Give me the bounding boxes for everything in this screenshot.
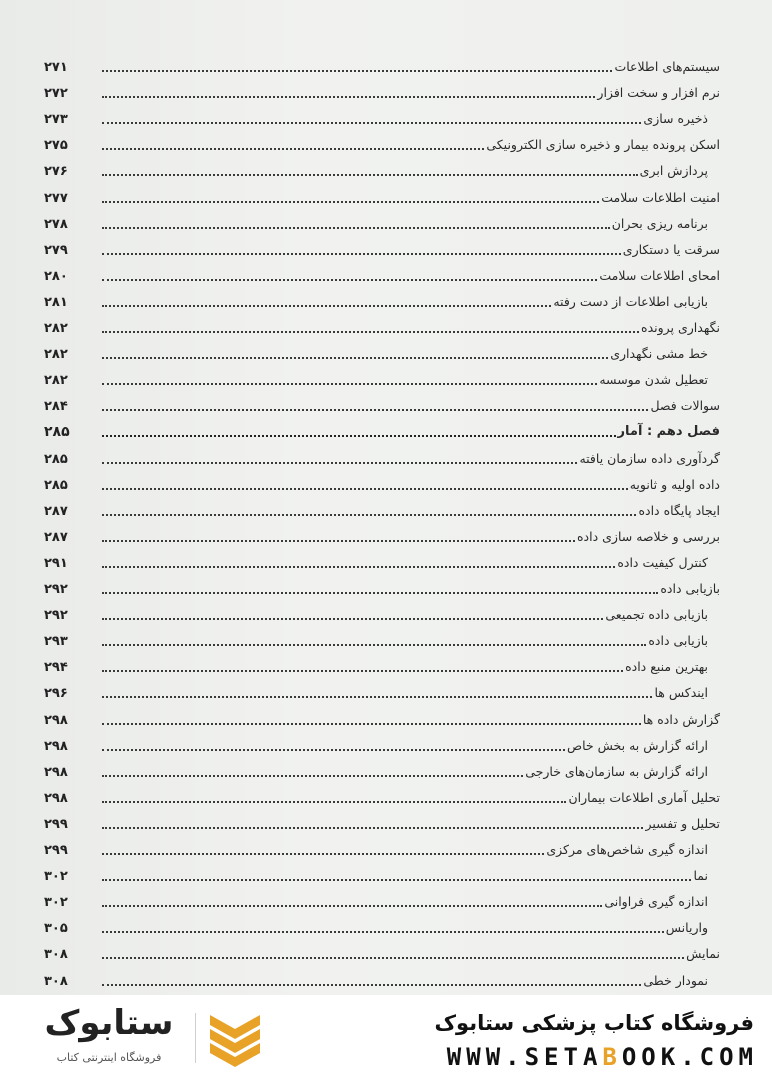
toc-dot-leader [102,749,565,751]
toc-dot-leader [102,462,577,464]
toc-entry [44,679,708,705]
toc-entry [44,184,720,210]
toc-entry-title: خط مشی نگهداری [610,346,708,362]
toc-entry-page-number: ۲۷۵ [44,138,68,154]
toc-dot-leader [102,409,648,411]
url-part-prefix: WWW. [446,1043,525,1071]
toc-dot-leader [102,383,597,385]
toc-entry-title: ایندکس ها [654,685,708,701]
toc-entry-title: اسکن پرونده بیمار و ذخیره سازی الکترونیکی [486,137,720,153]
toc-entry-page-number: ۲۸۴ [44,399,68,415]
store-name: فروشگاه کتاب پزشکی ستابوک [434,1011,754,1035]
toc-dot-leader [102,70,612,72]
toc-entry-title: بهترین منبع داده [625,659,708,675]
toc-entry [44,836,708,862]
toc-entry [44,601,708,627]
toc-dot-leader [102,540,575,542]
toc-entry-page-number: ۲۷۸ [44,216,68,232]
toc-entry [44,758,708,784]
toc-entry [44,210,708,236]
toc-entry-page-number: ۲۷۱ [44,60,68,75]
toc-dot-leader [102,514,636,516]
toc-entry-title: سیستم‌های اطلاعات [614,59,720,74]
logo-tagline: فروشگاه اینترنتی کتاب [56,1051,162,1064]
toc-entry-title: سرقت یا دستکاری [622,241,720,257]
toc-entry-page-number: ۲۹۸ [44,790,68,806]
toc-entry-page-number: ۲۸۲ [44,373,68,389]
toc-entry [44,575,720,601]
toc-entry-page-number: ۲۸۲ [44,321,68,336]
toc-entry [44,314,720,340]
toc-entry-title: گزارش داده ها [642,711,720,727]
toc-entry [44,888,708,914]
toc-entry-title: تعطیل شدن موسسه [599,372,708,388]
toc-entry-page-number: ۳۰۵ [44,921,68,937]
toc-entry-title: امحای اطلاعات سلامت [599,267,720,283]
toc-dot-leader [102,592,658,594]
toc-entry-page-number: ۲۷۲ [44,86,68,102]
toc-entry [44,732,708,758]
toc-entry-title: تحلیل آماری اطلاعات بیماران [568,789,720,805]
toc-entry-title: پردازش ابری [639,163,708,179]
toc-entry [44,288,708,314]
toc-entry [44,418,720,444]
toc-entry [44,471,720,497]
toc-entry-page-number: ۲۹۱ [44,555,68,571]
toc-entry [44,366,708,392]
toc-entry [44,627,708,653]
toc-dot-leader [102,853,544,855]
toc-entry-page-number: ۲۷۶ [44,164,68,180]
toc-entry [44,53,720,79]
url-part-highlight: B [602,1043,622,1071]
toc-entry-page-number: ۲۸۱ [44,294,68,310]
toc-entry-title: بازیابی داده [648,633,708,649]
toc-dot-leader [102,201,599,203]
toc-entry-title: ارائه گزارش به بخش خاص [567,737,708,753]
toc-entry [44,862,708,888]
toc-entry-title: نرم افزار و سخت افزار [597,85,720,101]
url-part-suffix: OOK.COM [621,1043,758,1071]
toc-dot-leader [102,984,641,986]
toc-entry [44,810,720,836]
toc-entry-title: امنیت اطلاعات سلامت [601,189,720,205]
toc-dot-leader [102,305,551,307]
toc-entry-page-number: ۲۸۵ [44,451,68,467]
toc-entry-title: اندازه گیری فراوانی [604,894,708,910]
url-part-seta: SETA [524,1043,603,1071]
toc-entry-page-number: ۲۷۳ [44,112,68,128]
toc-dot-leader [102,801,566,803]
toc-entry-title: فصل دهم : آمار [617,424,720,440]
toc-entry-title: بازیابی اطلاعات از دست رفته [553,293,708,309]
toc-entry-title: گردآوری داده سازمان یافته [579,450,720,466]
toc-entry [44,967,708,993]
toc-entry [44,262,720,288]
toc-dot-leader [102,566,615,568]
toc-entry-title: نمودار خطی [643,972,708,988]
toc-dot-leader [102,827,643,829]
toc-entry-page-number: ۲۹۸ [44,712,68,728]
toc-dot-leader [102,331,639,333]
toc-dot-leader [102,279,597,281]
toc-entry-title: ذخیره سازی [643,111,708,127]
logo-divider [195,1013,196,1063]
toc-dot-leader [102,723,641,725]
toc-entry-title: بازیابی داده تجمیعی [605,607,708,623]
toc-entry-page-number: ۲۹۲ [44,608,68,624]
toc-entry [44,706,720,732]
toc-dot-leader [102,148,484,150]
toc-dot-leader [102,435,616,437]
toc-entry-page-number: ۲۷۹ [44,242,68,258]
toc-entry-page-number: ۳۰۸ [44,947,68,963]
toc-entry-title: واریانس [665,920,708,936]
toc-dot-leader [102,670,623,672]
toc-entry-page-number: ۲۸۲ [44,347,68,363]
toc-entry-page-number: ۲۸۵ [44,477,68,493]
toc-entry [44,79,720,105]
toc-entry [44,653,708,679]
toc-entry [44,914,708,940]
toc-entry-page-number: ۲۹۲ [44,582,68,597]
toc-entry-page-number: ۲۹۹ [44,816,68,832]
toc-entry [44,105,708,131]
toc-dot-leader [102,122,641,124]
toc-entry-title: داده اولیه و ثانویه [629,476,720,492]
toc-dot-leader [102,227,610,229]
toc-entry [44,784,720,810]
toc-entry-title: کنترل کیفیت داده [617,554,708,570]
toc-dot-leader [102,253,621,255]
toc-entry [44,131,720,157]
toc-entry-page-number: ۳۰۸ [44,973,68,989]
toc-entry-title: نمایش [686,946,720,962]
logo-wordmark: ستابوک [44,1003,174,1043]
toc-entry-page-number: ۲۷۷ [44,190,68,206]
toc-entry [44,940,720,966]
toc-entry-page-number: ۲۹۳ [44,634,68,650]
toc-entry [44,549,708,575]
toc-dot-leader [102,931,664,933]
toc-entry-title: تحلیل و تفسیر [645,815,720,831]
toc-entry-title: نما [693,868,708,884]
toc-entry [44,523,720,549]
toc-entry-page-number: ۲۹۸ [44,738,68,754]
store-url[interactable] [447,1043,758,1071]
toc-entry-title: ایجاد پایگاه داده [638,502,720,518]
toc-dot-leader [102,644,646,646]
toc-entry-page-number: ۲۹۴ [44,660,68,676]
toc-entry-page-number: ۲۸۵ [44,424,70,441]
toc-entry-page-number: ۲۸۷ [44,529,68,545]
toc-entry-title: برنامه ریزی بحران [611,215,708,231]
toc-entry-page-number: ۳۰۲ [44,869,68,885]
toc-dot-leader [102,488,628,490]
toc-entry-page-number: ۳۰۲ [44,895,68,911]
toc-entry-page-number: ۲۸۰ [44,268,68,284]
toc-dot-leader [102,618,603,620]
toc-entry [44,445,720,471]
toc-entry-title: ارائه گزارش به سازمان‌های خارجی [525,763,708,779]
toc-dot-leader [102,357,608,359]
toc-entry [44,340,708,366]
book-chevron-logo-icon [206,1009,264,1067]
toc-entry-page-number: ۲۹۹ [44,843,68,858]
toc-entry-title: نگهداری پرونده [641,320,720,335]
store-footer-banner [0,995,772,1080]
toc-dot-leader [102,174,638,176]
toc-entry [44,236,720,262]
toc-entry-title: بررسی و خلاصه سازی داده [577,528,720,544]
toc-dot-leader [102,775,523,777]
toc-entry-title: اندازه گیری شاخص‌های مرکزی [546,842,708,857]
toc-dot-leader [102,96,595,98]
toc-entry [44,392,720,418]
toc-dot-leader [102,957,684,959]
toc-entry [44,497,720,523]
toc-dot-leader [102,696,652,698]
toc-entry-page-number: ۲۸۷ [44,503,68,519]
toc-entry-title: بازیابی داده [660,581,720,596]
toc-entry-page-number: ۲۹۶ [44,686,68,702]
toc-dot-leader [102,879,691,881]
toc-entry-title: سوالات فصل [650,398,720,414]
toc-dot-leader [102,905,602,907]
toc-entry-page-number: ۲۹۸ [44,764,68,780]
toc-entry [44,157,708,183]
